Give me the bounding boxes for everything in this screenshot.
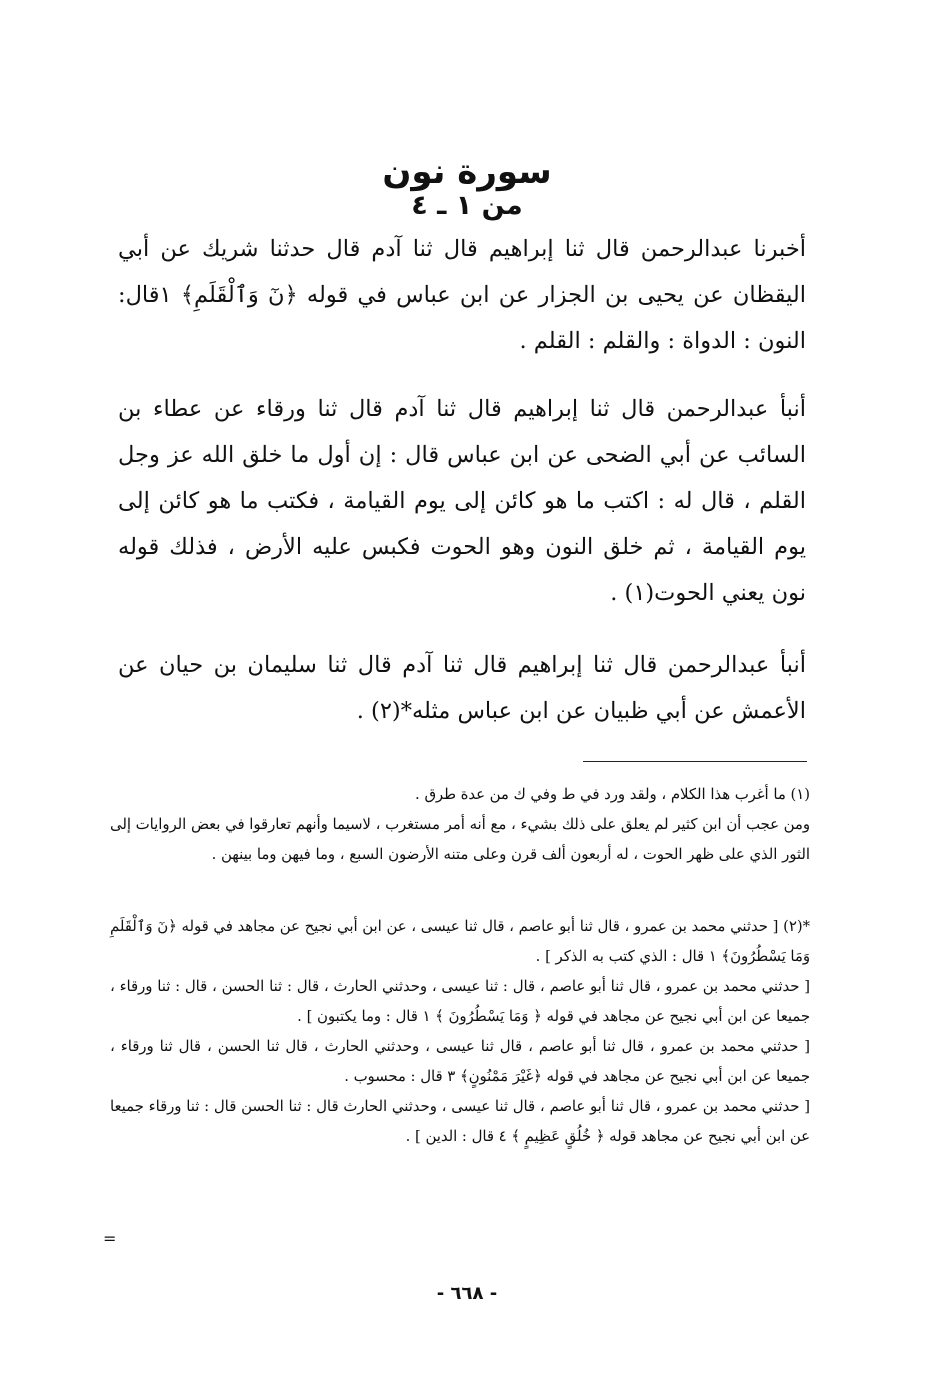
paragraph-2: أنبأ عبدالرحمن قال ثنا إبراهيم قال ثنا آدم قال ثنا ورقاء عن عطاء بن السائب عن أبي الضحى عن ابن عباس قال : إن أول ما خلق الله عز وجل القلم ، قال له : اكتب ما هو كائن إلى يوم القيامة ، فكتب ما هو كائن إلى يوم القيامة ، ثم خلق النون وهو الحوت فكبس عليه الأرض ، فذلك قوله نون يعني الحوت(١) . bbox=[118, 396, 806, 606]
footnote-divider bbox=[583, 761, 807, 762]
footnote-2-entry: [ حدثني محمد بن عمرو ، قال ثنا أبو عاصم ، قال ثنا عيسى ، وحدثني الحارث ، قال ثنا الحسن ، قال ثنا ورقاء ، جميعا عن ابن أبي نجيح عن مجاهد في قوله ﴿غَيْرَ مَمْنُونٍ﴾ ٣ قال : محسوب . bbox=[110, 1038, 810, 1085]
continuation-mark: = bbox=[103, 1229, 117, 1248]
footnote-1-line: (١) ما أغرب هذا الكلام ، ولقد ورد في ط وفي ك من عدة طرق . bbox=[415, 786, 810, 803]
footnote-2 bbox=[110, 912, 810, 1152]
paragraph-1: أخبرنا عبدالرحمن قال ثنا إبراهيم قال ثنا آدم قال حدثنا شريك عن أبي اليقظان عن يحيى بن الجزار عن ابن عباس في قوله ﴿نٓ وَٱلْقَلَمِ﴾ ١قال: النون : الدواة : والقلم : القلم . bbox=[118, 236, 806, 354]
footnote-1-comment: ومن عجب أن ابن كثير لم يعلق على ذلك بشيء ، مع أنه أمر مستغرب ، لاسيما وأنهم تعارقوا في بعض الروايات إلى الثور الذي على ظهر الحوت ، له أربعون ألف قرن وعلى متنه الأرضون السبع ، وما فيهن وما بينهن . bbox=[110, 816, 810, 863]
footnote-2-entry: [ حدثني محمد بن عمرو ، قال ثنا أبو عاصم ، قال : ثنا عيسى ، وحدثني الحارث ، قال : ثنا الحسن ، قال : ثنا ورقاء ، جميعا عن ابن أبي نجيح عن مجاهد في قوله ﴿ وَمَا يَسْطُرُونَ ﴾ ١ قال : وما يكتبون ] . bbox=[110, 978, 810, 1025]
verse-range: من ١ ـ ٤ bbox=[411, 190, 523, 221]
footnote-1 bbox=[110, 780, 810, 870]
page-number: - ٦٦٨ - bbox=[436, 1283, 498, 1304]
surah-title: سورة نون bbox=[382, 152, 552, 192]
footnote-2-entry: *(٢) [ حدثني محمد بن عمرو ، قال ثنا أبو عاصم ، قال ثنا عيسى ، عن ابن أبي نجيح عن مجاهد في قوله ﴿نٓ وَٱلْقَلَمِ وَمَا يَسْطُرُونَ﴾ ١ قال : الذي كتب به الذكر ] . bbox=[110, 918, 810, 965]
footnote-2-entry: [ حدثني محمد بن عمرو ، قال ثنا أبو عاصم ، قال ثنا عيسى ، وحدثني الحارث قال : ثنا الحسن قال : ثنا ورقاء جميعا عن ابن أبي نجيح عن مجاهد قوله ﴿ خُلُقٍ عَظِيمٍ ﴾ ٤ قال : الدين ] . bbox=[110, 1098, 810, 1145]
paragraph-3: أنبأ عبدالرحمن قال ثنا إبراهيم قال ثنا آدم قال ثنا سليمان بن حيان عن الأعمش عن أبي ظبيان عن ابن عباس مثله*(٢) . bbox=[118, 652, 806, 724]
